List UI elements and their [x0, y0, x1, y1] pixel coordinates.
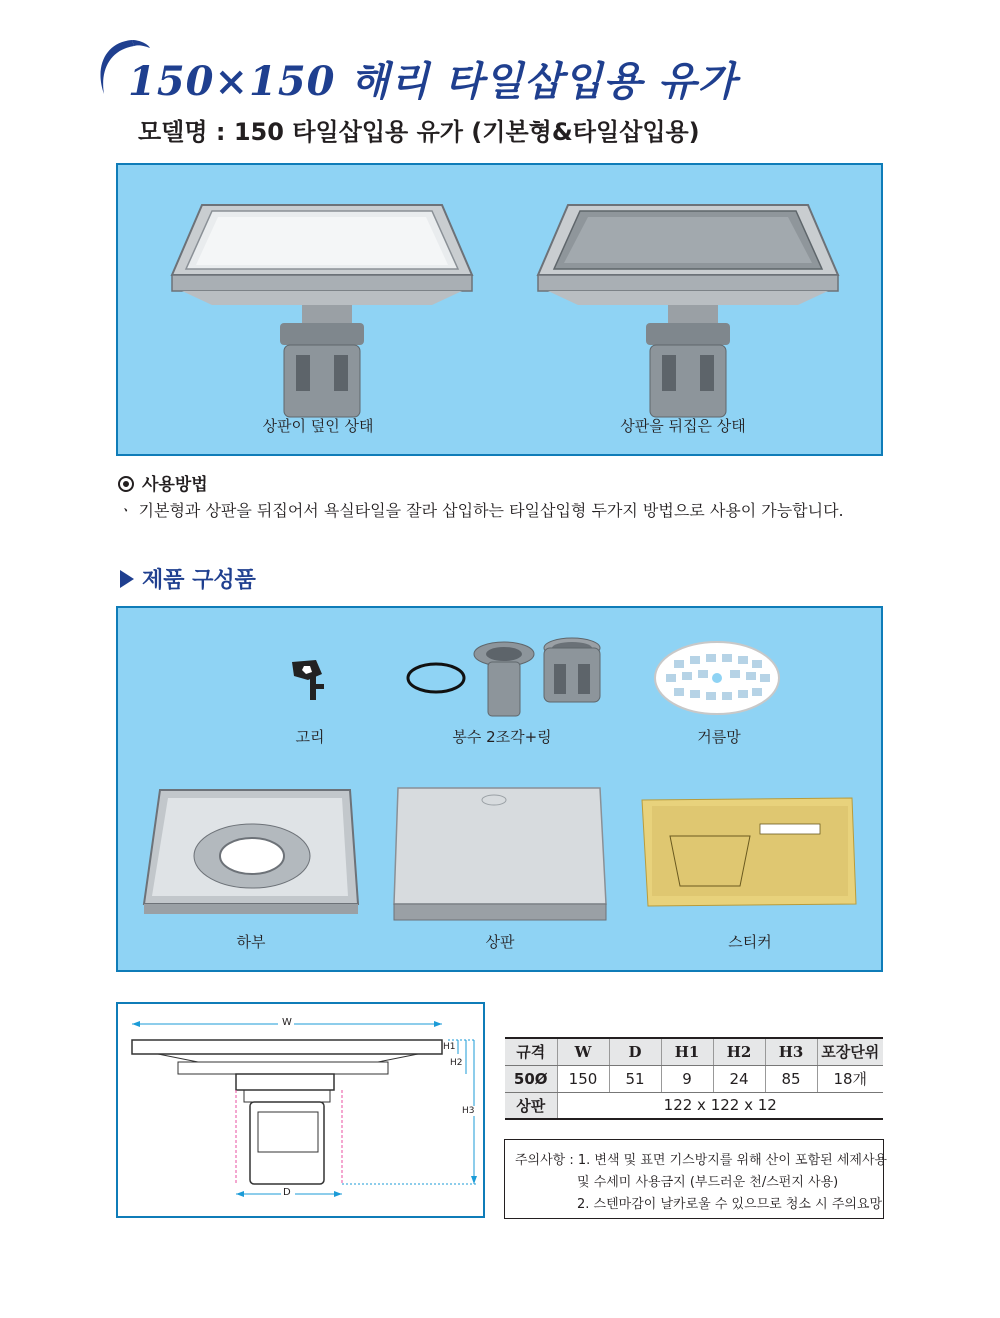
component-label-sticker: 스티커 — [728, 933, 772, 951]
drain-section-drawing — [118, 1004, 483, 1216]
page-title: 150×150 해리 타일삽입용 유가 — [128, 58, 738, 105]
spec-cell: 18개 — [817, 1065, 883, 1092]
caution-line-1: 주의사항 : 1. 변색 및 표면 기스방지를 위해 산이 포함된 세제사용 — [515, 1153, 888, 1168]
dim-h3-label: H3 — [462, 1106, 475, 1116]
component-label-strainer: 거름망 — [697, 728, 741, 746]
cover-plate-image — [390, 784, 612, 924]
dim-h1-label: H1 — [443, 1042, 456, 1052]
spec-cell: 85 — [765, 1065, 817, 1092]
components-heading: 제품 구성품 — [120, 563, 256, 594]
spec-header-cell: H2 — [713, 1038, 765, 1065]
triangle-right-icon — [120, 570, 134, 588]
spec-header-cell: 포장단위 — [817, 1038, 883, 1065]
sticker-image — [640, 796, 860, 908]
flipped-caption: 상판을 뒤집은 상태 — [620, 417, 746, 435]
dim-h2-label: H2 — [450, 1058, 463, 1068]
strainer-image — [652, 638, 782, 718]
trap-ring-image — [404, 636, 604, 720]
spec-header-cell: W — [557, 1038, 609, 1065]
covered-caption: 상판이 덮인 상태 — [262, 417, 374, 435]
key-hook-image — [286, 658, 334, 702]
caution-line-3: 2. 스텐마감이 날카로울 수 있으므로 청소 시 주의요망 — [577, 1197, 883, 1212]
component-label-hook: 고리 — [295, 728, 325, 746]
dimension-diagram — [116, 1002, 485, 1218]
spec-table — [505, 1037, 883, 1120]
target-bullet-icon — [118, 476, 134, 492]
spec-header-cell: H3 — [765, 1038, 817, 1065]
spec-cell: 9 — [661, 1065, 713, 1092]
model-name: 모델명 : 150 타일삽입용 유가 (기본형&타일삽입용) — [138, 118, 700, 146]
spec-header-row — [505, 1038, 883, 1065]
spec-cell: 51 — [609, 1065, 661, 1092]
drain-base-image — [140, 786, 362, 920]
spec-row — [505, 1065, 883, 1092]
dim-d-label: D — [283, 1187, 291, 1198]
product-views-panel — [116, 163, 883, 456]
spec-cell: 상판 — [505, 1092, 557, 1119]
spec-cell: 122 x 122 x 12 — [557, 1092, 883, 1119]
spec-cell: 50Ø — [505, 1065, 557, 1092]
spec-cell: 24 — [713, 1065, 765, 1092]
drain-flipped-image — [528, 195, 848, 425]
caution-line-2: 및 수세미 사용금지 (부드러운 천/스펀지 사용) — [577, 1175, 839, 1190]
dim-w-label: W — [282, 1017, 292, 1028]
usage-heading: 사용방법 — [118, 470, 208, 495]
components-panel — [116, 606, 883, 972]
spec-cell: 150 — [557, 1065, 609, 1092]
component-label-trap: 봉수 2조각+링 — [452, 728, 552, 746]
spec-header-cell: H1 — [661, 1038, 713, 1065]
caution-notes — [504, 1139, 888, 1219]
spec-header-cell: D — [609, 1038, 661, 1065]
drain-covered-image — [162, 195, 482, 425]
spec-header-cell: 규격 — [505, 1038, 557, 1065]
spec-row — [505, 1092, 883, 1119]
component-label-base: 하부 — [236, 933, 266, 951]
component-label-cover: 상판 — [485, 933, 515, 951]
usage-text: ㆍ 기본형과 상판을 뒤집어서 욕실타일을 잘라 삽입하는 타일삽입형 두가지 방법으로 사용이 가능합니다. — [118, 501, 844, 520]
